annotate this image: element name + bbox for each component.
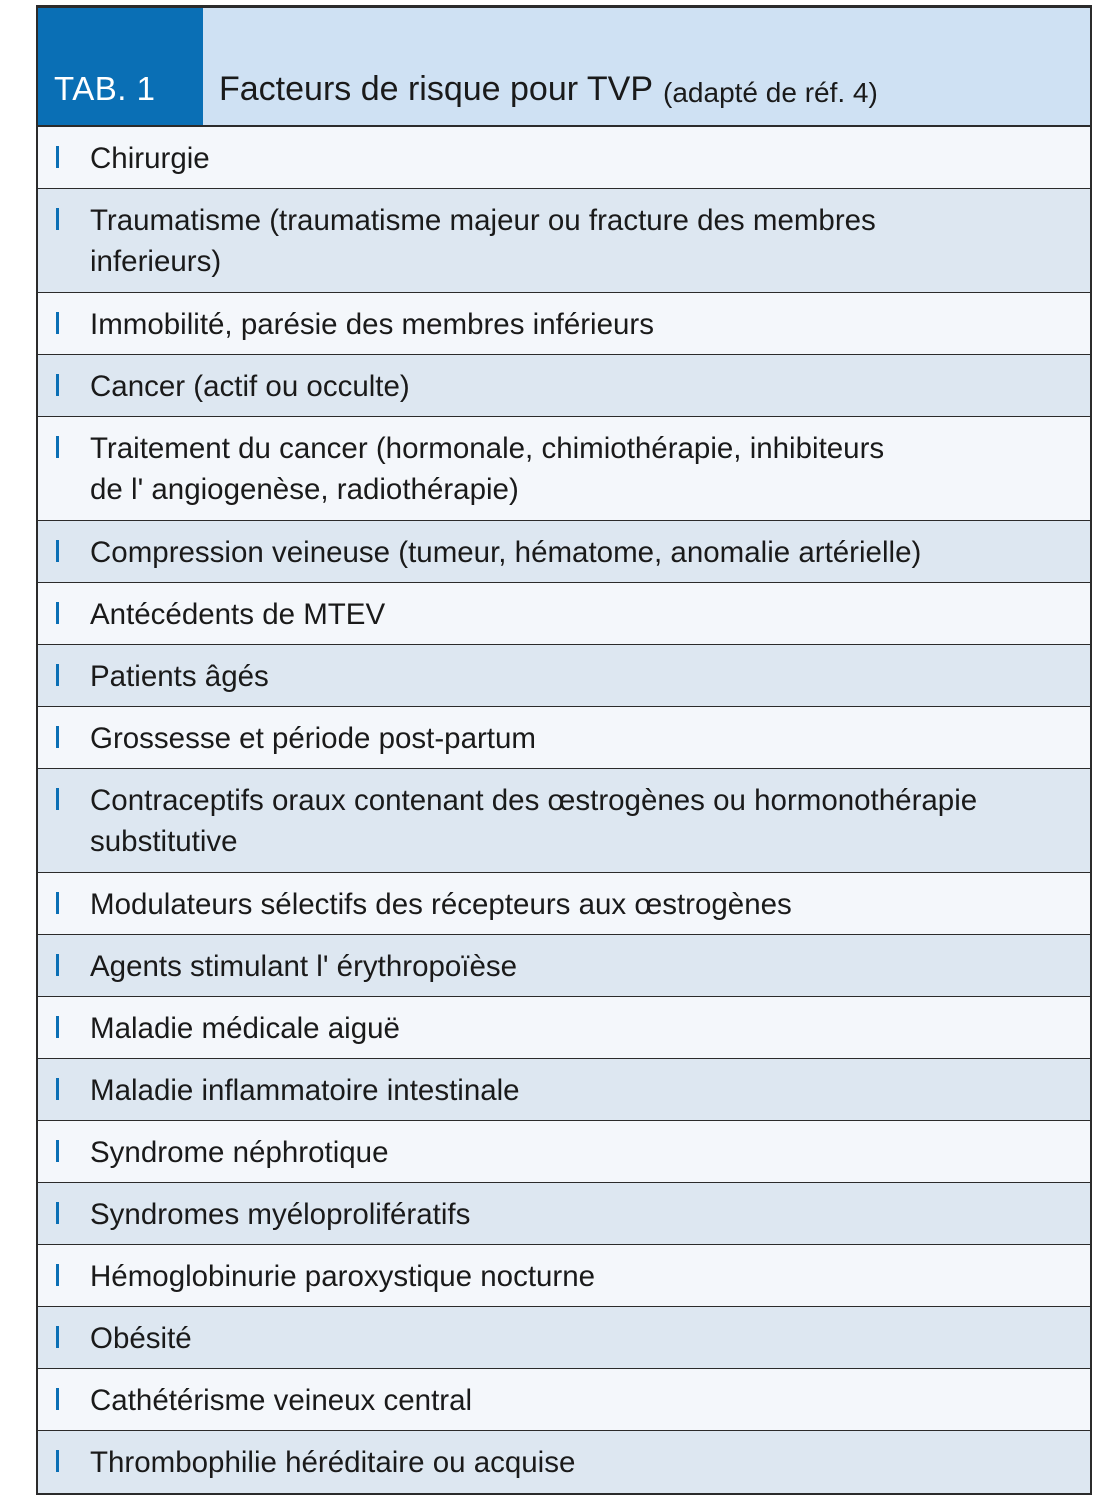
row-text: Patients âgés: [90, 660, 269, 693]
table-row: [38, 1431, 1090, 1493]
bullet-marker: [56, 1326, 59, 1348]
bullet-marker: [56, 954, 59, 976]
bullet-marker: [56, 726, 59, 748]
row-text: Thrombophilie héréditaire ou acquise: [90, 1446, 576, 1479]
table-title-note: (adapté de réf. 4): [663, 77, 878, 108]
table-row: [38, 189, 1090, 293]
bullet-marker: [56, 146, 59, 168]
row-text: Syndromes myéloprolifératifs: [90, 1198, 471, 1231]
row-text: Immobilité, parésie des membres inférieurs: [90, 308, 654, 341]
table-row: [38, 1059, 1090, 1121]
bullet-marker: [56, 788, 59, 810]
table-row: [38, 873, 1090, 935]
row-text: Hémoglobinurie paroxystique nocturne: [90, 1260, 596, 1293]
row-text: Contraceptifs oraux contenant des œstrogènes ou hormonothérapie substitutive: [90, 784, 978, 858]
bullet-marker: [56, 1450, 59, 1472]
bullet-marker: [56, 892, 59, 914]
row-text: Chirurgie: [90, 142, 210, 175]
table-row: [38, 1369, 1090, 1431]
row-text: Maladie médicale aiguë: [90, 1012, 400, 1045]
table-row: [38, 293, 1090, 355]
table-row: [38, 355, 1090, 417]
bullet-marker: [56, 208, 59, 230]
bullet-marker: [56, 1140, 59, 1162]
bullet-marker: [56, 1264, 59, 1286]
row-text: Obésité: [90, 1322, 192, 1355]
bullet-marker: [56, 602, 59, 624]
bullet-marker: [56, 1016, 59, 1038]
table-header: [38, 8, 1090, 127]
bullet-marker: [56, 540, 59, 562]
table-number: TAB. 1: [38, 8, 203, 125]
table-row: [38, 1183, 1090, 1245]
row-text: Cathétérisme veineux central: [90, 1384, 473, 1417]
row-text: Traitement du cancer (hormonale, chimiothérapie, inhibiteurs de l' angiogenèse, radiothérapie): [90, 432, 885, 506]
table-title: Facteurs de risque pour TVP: [219, 70, 654, 108]
table-row: [38, 583, 1090, 645]
table-row: [38, 1245, 1090, 1307]
row-text: Modulateurs sélectifs des récepteurs aux œstrogènes: [90, 888, 792, 921]
row-text: Maladie inflammatoire intestinale: [90, 1074, 520, 1107]
bullet-marker: [56, 1388, 59, 1410]
bullet-marker: [56, 436, 59, 458]
bullet-marker: [56, 374, 59, 396]
row-text: Antécédents de MTEV: [90, 598, 386, 631]
row-text: Grossesse et période post-partum: [90, 722, 536, 755]
bullet-marker: [56, 312, 59, 334]
bullet-marker: [56, 1078, 59, 1100]
table-row: [38, 935, 1090, 997]
table-row: [38, 769, 1090, 873]
table-title-cell: [203, 8, 1090, 125]
risk-factor-table: [36, 5, 1092, 1495]
bullet-marker: [56, 664, 59, 686]
table-row: [38, 417, 1090, 521]
table-row: [38, 127, 1090, 189]
table-row: [38, 521, 1090, 583]
table-row: [38, 707, 1090, 769]
table-row: [38, 997, 1090, 1059]
row-text: Traumatisme (traumatisme majeur ou fracture des membres inferieurs): [90, 204, 876, 278]
row-text: Cancer (actif ou occulte): [90, 370, 410, 403]
bullet-marker: [56, 1202, 59, 1224]
row-text: Syndrome néphrotique: [90, 1136, 389, 1169]
table-row: [38, 645, 1090, 707]
row-text: Compression veineuse (tumeur, hématome, anomalie artérielle): [90, 536, 922, 569]
table-row: [38, 1307, 1090, 1369]
table-row: [38, 1121, 1090, 1183]
row-text: Agents stimulant l' érythropoïèse: [90, 950, 518, 983]
